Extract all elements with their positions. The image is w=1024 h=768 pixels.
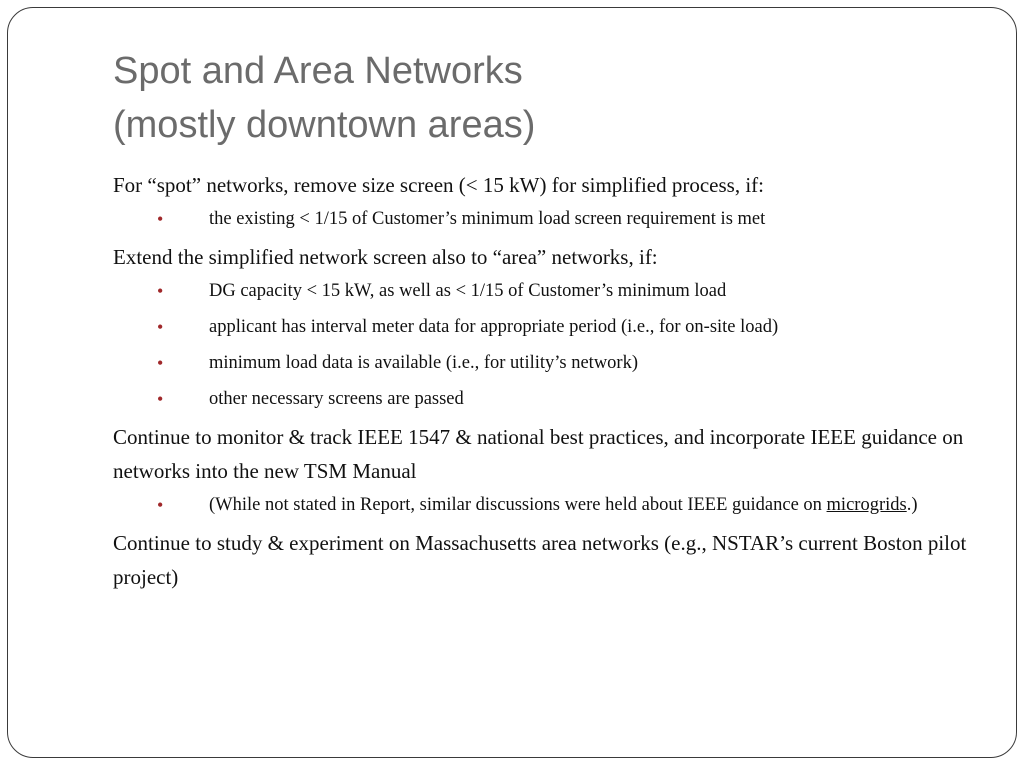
sub-bullet-text: DG capacity < 15 kW, as well as < 1/15 of Customer’s minimum load: [209, 281, 727, 301]
slide-title: [113, 44, 973, 152]
bullet-dot-icon: •: [157, 353, 164, 373]
bullet-dot-icon: •: [157, 389, 164, 409]
bullet-dot-icon: •: [157, 495, 164, 515]
slide-body: [113, 168, 973, 594]
sub-bullet-text: applicant has interval meter data for appropriate period (i.e., for on-site load): [209, 317, 779, 337]
sub-bullet-microgrids-note: [113, 490, 973, 520]
bullet-spot-networks: For “spot” networks, remove size screen (< 15 kW) for simplified process, if:: [113, 173, 764, 197]
microgrids-term: microgrids: [826, 495, 907, 515]
bullet-dot-icon: •: [157, 281, 164, 301]
bullet-area-networks: Extend the simplified network screen also to “area” networks, if:: [113, 245, 658, 269]
bullet-study-experiment: Continue to study & experiment on Massachusetts area networks (e.g., NSTAR’s current Boston pilot project): [113, 531, 967, 589]
sub-bullet-text: minimum load data is available (i.e., for utility’s network): [209, 353, 638, 373]
sub-bullet-text-part-1: (While not stated in Report, similar discussions were held about IEEE guidance on: [209, 495, 827, 515]
sub-bullet-interval-meter: [113, 312, 973, 342]
sub-bullet-existing-screen: [113, 204, 973, 234]
sub-bullet-minimum-load: [113, 348, 973, 378]
sub-bullet-text: the existing < 1/15 of Customer’s minimum load screen requirement is met: [209, 209, 766, 229]
sub-bullet-dg-capacity: [113, 276, 973, 306]
bullet-dot-icon: •: [157, 209, 164, 229]
sub-bullet-text-part-2: .): [906, 495, 918, 515]
slide-title-line-2: (mostly downtown areas): [113, 104, 536, 146]
sub-bullet-text: other necessary screens are passed: [209, 389, 464, 409]
slide-title-line-1: Spot and Area Networks: [113, 50, 523, 92]
sub-bullet-other-screens: [113, 384, 973, 414]
bullet-monitor-ieee: Continue to monitor & track IEEE 1547 & national best practices, and incorporate IEEE guidance on networks into the new TSM Manual: [113, 425, 964, 483]
bullet-dot-icon: •: [157, 317, 164, 337]
